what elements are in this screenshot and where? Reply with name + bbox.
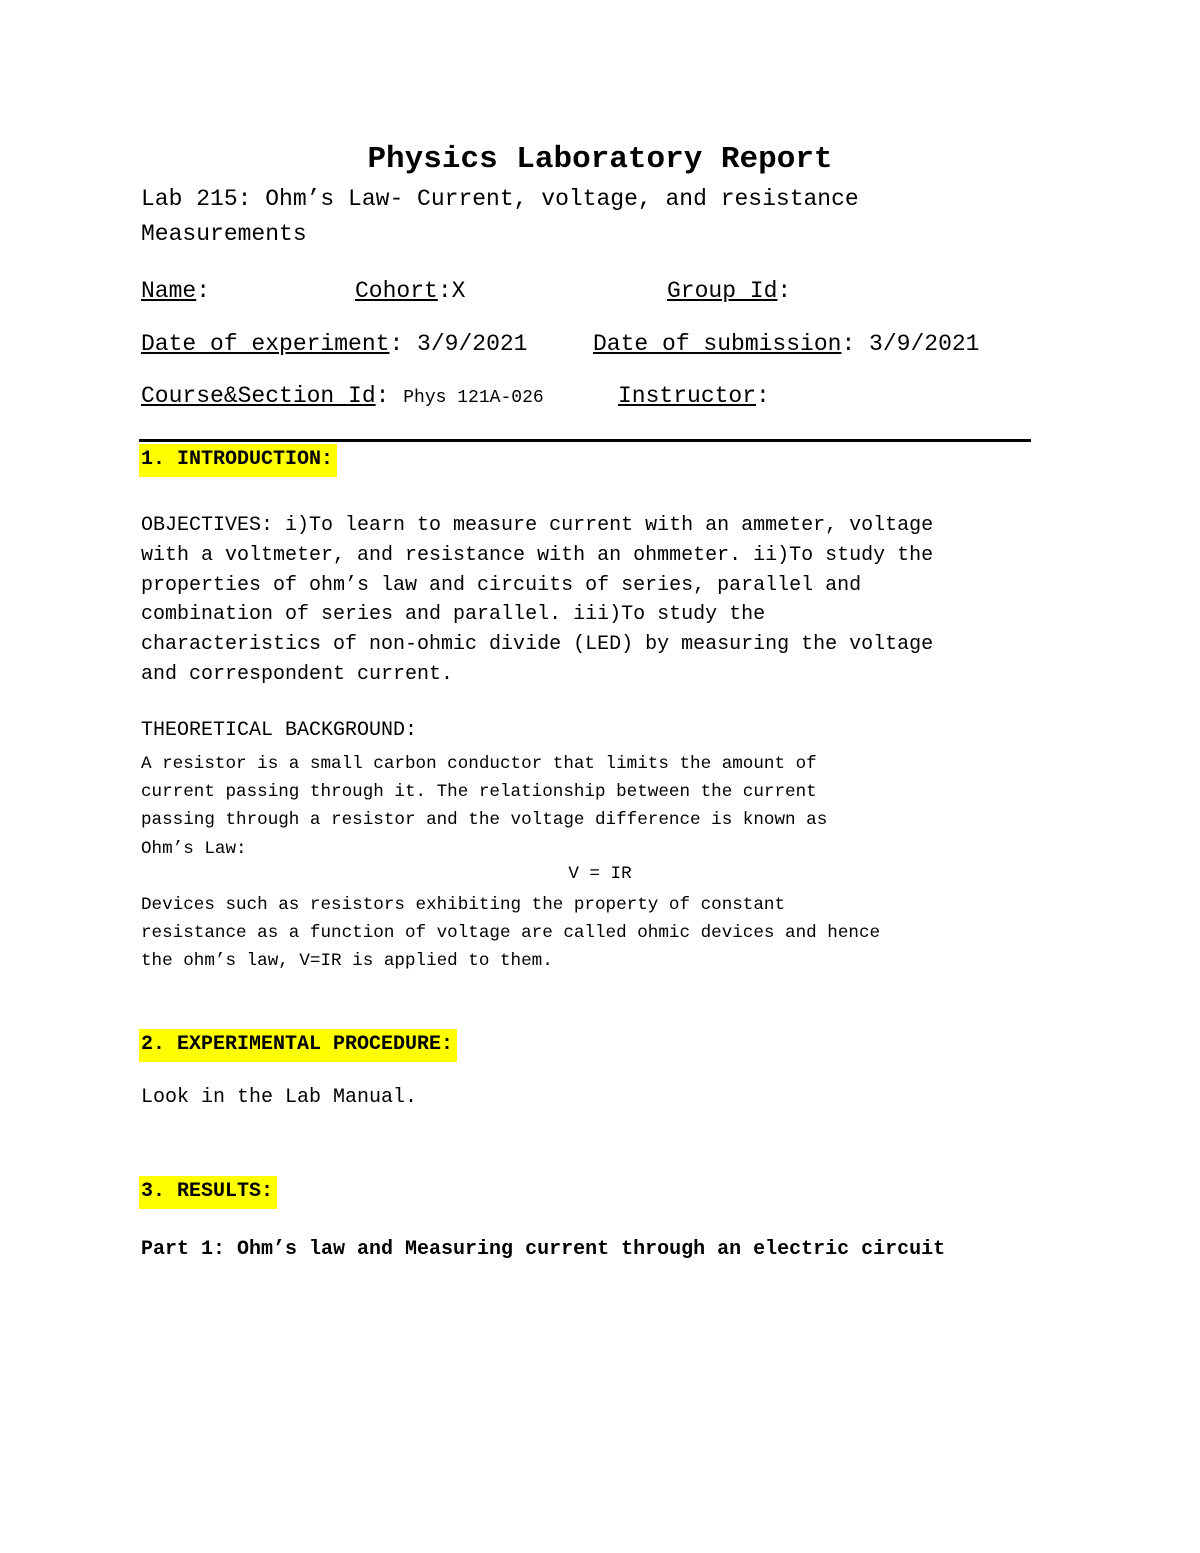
course-section-value: Phys 121A-026 bbox=[403, 388, 544, 408]
group-id-field bbox=[667, 278, 791, 304]
date-of-submission-field bbox=[593, 331, 979, 357]
ohms-law-equation: V = IR bbox=[568, 864, 632, 884]
date-of-experiment-label: Date of experiment bbox=[141, 331, 390, 357]
objectives-line: combination of series and parallel. iii)To study the bbox=[141, 603, 766, 627]
lab-title-line-1: Lab 215: Ohm’s Law- Current, voltage, and resistance bbox=[141, 186, 859, 212]
horizontal-divider bbox=[139, 439, 1031, 442]
introduction-heading-text: 1. INTRODUCTION: bbox=[139, 444, 337, 477]
course-section-field bbox=[141, 383, 544, 409]
cohort-label: Cohort bbox=[355, 278, 438, 304]
date-of-experiment-value: : 3/9/2021 bbox=[389, 331, 528, 357]
date-of-experiment-field bbox=[141, 331, 527, 357]
objectives-line: and correspondent current. bbox=[141, 662, 454, 686]
objectives-paragraph bbox=[141, 511, 933, 690]
theory-line: Ohm’s Law: bbox=[141, 838, 247, 859]
cohort-value: :X bbox=[437, 278, 466, 304]
group-id-label: Group Id bbox=[667, 278, 778, 304]
course-section-separator: : bbox=[375, 383, 404, 409]
instructor-separator: : bbox=[756, 383, 770, 409]
section-heading-results bbox=[139, 1180, 277, 1203]
objectives-line: characteristics of non-ohmic divide (LED) by measuring the voltage bbox=[141, 633, 934, 657]
instructor-field bbox=[618, 383, 770, 409]
theory-line: passing through a resistor and the voltage difference is known as bbox=[141, 810, 828, 831]
group-id-separator: : bbox=[777, 278, 792, 304]
theory-line: Devices such as resistors exhibiting the property of constant bbox=[141, 895, 786, 915]
instructor-label: Instructor bbox=[618, 383, 757, 409]
objectives-line: with a voltmeter, and resistance with an ohmmeter. ii)To study the bbox=[141, 543, 934, 567]
theory-line: current passing through it. The relationship between the current bbox=[141, 782, 817, 803]
objectives-line: OBJECTIVES: i)To learn to measure current with an ammeter, voltage bbox=[141, 514, 934, 537]
results-heading-text: 3. RESULTS: bbox=[139, 1176, 277, 1209]
name-field bbox=[141, 278, 210, 304]
theoretical-background-heading: THEORETICAL BACKGROUND: bbox=[141, 719, 418, 742]
cohort-field bbox=[355, 278, 465, 304]
theory-line: the ohm’s law, V=IR is applied to them. bbox=[141, 951, 553, 972]
lab-title-line-2: Measurements bbox=[141, 221, 307, 247]
date-of-submission-value: : 3/9/2021 bbox=[841, 331, 980, 357]
procedure-text: Look in the Lab Manual. bbox=[141, 1086, 418, 1109]
date-of-submission-label: Date of submission bbox=[593, 331, 842, 357]
objectives-line: properties of ohm’s law and circuits of series, parallel and bbox=[141, 573, 862, 597]
theory-line: resistance as a function of voltage are called ohmic devices and hence bbox=[141, 923, 881, 944]
part-1-heading: Part 1: Ohm’s law and Measuring current through an electric circuit bbox=[141, 1238, 946, 1261]
theory-line: A resistor is a small carbon conductor that limits the amount of bbox=[141, 754, 817, 774]
section-heading-introduction bbox=[139, 448, 337, 471]
experimental-procedure-heading-text: 2. EXPERIMENTAL PROCEDURE: bbox=[139, 1029, 457, 1062]
name-label: Name bbox=[141, 278, 197, 304]
theory-paragraph-2 bbox=[141, 891, 880, 976]
course-section-label: Course&Section Id bbox=[141, 383, 376, 409]
page-title: Physics Laboratory Report bbox=[367, 142, 833, 177]
name-separator: : bbox=[196, 278, 211, 304]
section-heading-experimental-procedure bbox=[139, 1033, 457, 1056]
theory-paragraph-1 bbox=[141, 750, 827, 863]
